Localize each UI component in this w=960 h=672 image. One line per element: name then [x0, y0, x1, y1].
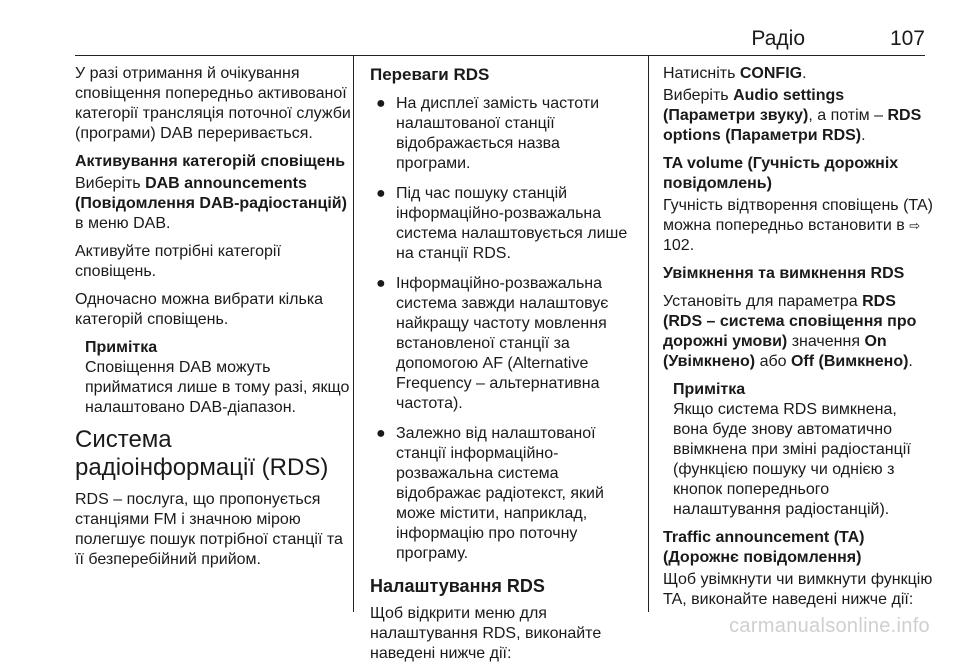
bullet-icon: ●: [376, 275, 386, 292]
page-number: 107: [889, 27, 925, 50]
paragraph: Гучність відтворення сповіщень (TA) можна попередньо встановити в ⇨ 102.: [663, 197, 933, 254]
section-heading: Traffic announcement (TA) (Дорожнє повідомлення): [663, 529, 865, 566]
note-title: Примітка: [673, 381, 746, 398]
column-divider-2: [648, 56, 649, 612]
note-box: [673, 380, 933, 520]
paragraph: У разі отримання й очікування сповіщення попередньо активованої категорії трансляція поточної служби (програми) DAB переривається.: [75, 65, 351, 142]
paragraph: Натисніть CONFIG.: [663, 65, 807, 82]
list-item: ● Під час пошуку станцій інформаційно-розважальна система налаштовується лише на станції RDS.: [376, 185, 628, 262]
paragraph: RDS – послуга, що пропонується станціями FM і значною мірою полегшує пошук потрібної станції та її безперебійний прийом.: [75, 491, 343, 568]
note-title: Примітка: [85, 339, 158, 356]
column-1: [75, 64, 353, 578]
column-divider-1: [353, 56, 354, 612]
column-2: [370, 64, 638, 672]
section-heading: Увімкнення та вимкнення RDS: [663, 265, 905, 282]
list-item: ● Залежно від налаштованої станції інформаційно-розважальна система відображає радіотекст, який може містити, наприклад, інформацію про поточну програму.: [376, 425, 604, 562]
bullet-icon: ●: [376, 425, 386, 442]
paragraph: Виберіть Audio settings (Параметри звуку), а потім – RDS options (Параметри RDS).: [663, 87, 922, 144]
page-reference-icon: ⇨: [909, 218, 921, 233]
page-title: Радіо: [751, 27, 805, 50]
note-box: [85, 338, 353, 418]
paragraph: Одночасно можна вибрати кілька категорій сповіщень.: [75, 291, 324, 328]
list-item: ● Інформаційно-розважальна система завжди налаштовує найкращу частоту мовлення встановленої станції за допомогою AF (Alternative Frequency – альтернативна частота).: [376, 275, 609, 412]
header-divider: [75, 55, 925, 56]
paragraph: Виберіть DAB announcements (Повідомлення DAB-радіостанцій) в меню DAB.: [75, 175, 347, 232]
section-heading: Активування категорій сповіщень: [75, 153, 346, 170]
watermark: carmanualsonline.info: [729, 615, 930, 637]
bullet-list: [370, 94, 638, 564]
section-heading: Переваги RDS: [370, 65, 490, 84]
paragraph: Установіть для параметра RDS (RDS – система сповіщення про дорожні умови) значення On (Увімкнено) або Off (Вимкнено).: [663, 293, 917, 370]
section-heading: TA volume (Гучність дорожніх повідомлень): [663, 155, 899, 192]
section-heading: Налаштування RDS: [370, 576, 545, 596]
bullet-icon: ●: [376, 185, 386, 202]
paragraph: Щоб увімкнути чи вимкнути функцію TA, виконайте наведені нижче дії:: [663, 571, 933, 608]
list-item: ● На дисплеї замість частоти налаштованої станції відображається назва програми.: [376, 95, 600, 172]
note-text: Сповіщення DAB можуть прийматися лише в тому разі, якщо налаштовано DAB-діапазон.: [85, 359, 350, 416]
paragraph: Активуйте потрібні категорії сповіщень.: [75, 243, 281, 280]
note-text: Якщо система RDS вимкнена, вона буде знову автоматично ввімкнена при зміні радіостанції (функцією пошуку чи однією з кнопок попереднього налаштування радіостанцій).: [673, 401, 911, 518]
column-3: [663, 64, 933, 618]
paragraph: Щоб відкрити меню для налаштування RDS, виконайте наведені нижче дії:: [370, 605, 602, 662]
chapter-heading: Система радіоінформації (RDS): [75, 426, 329, 481]
bullet-icon: ●: [376, 95, 386, 112]
